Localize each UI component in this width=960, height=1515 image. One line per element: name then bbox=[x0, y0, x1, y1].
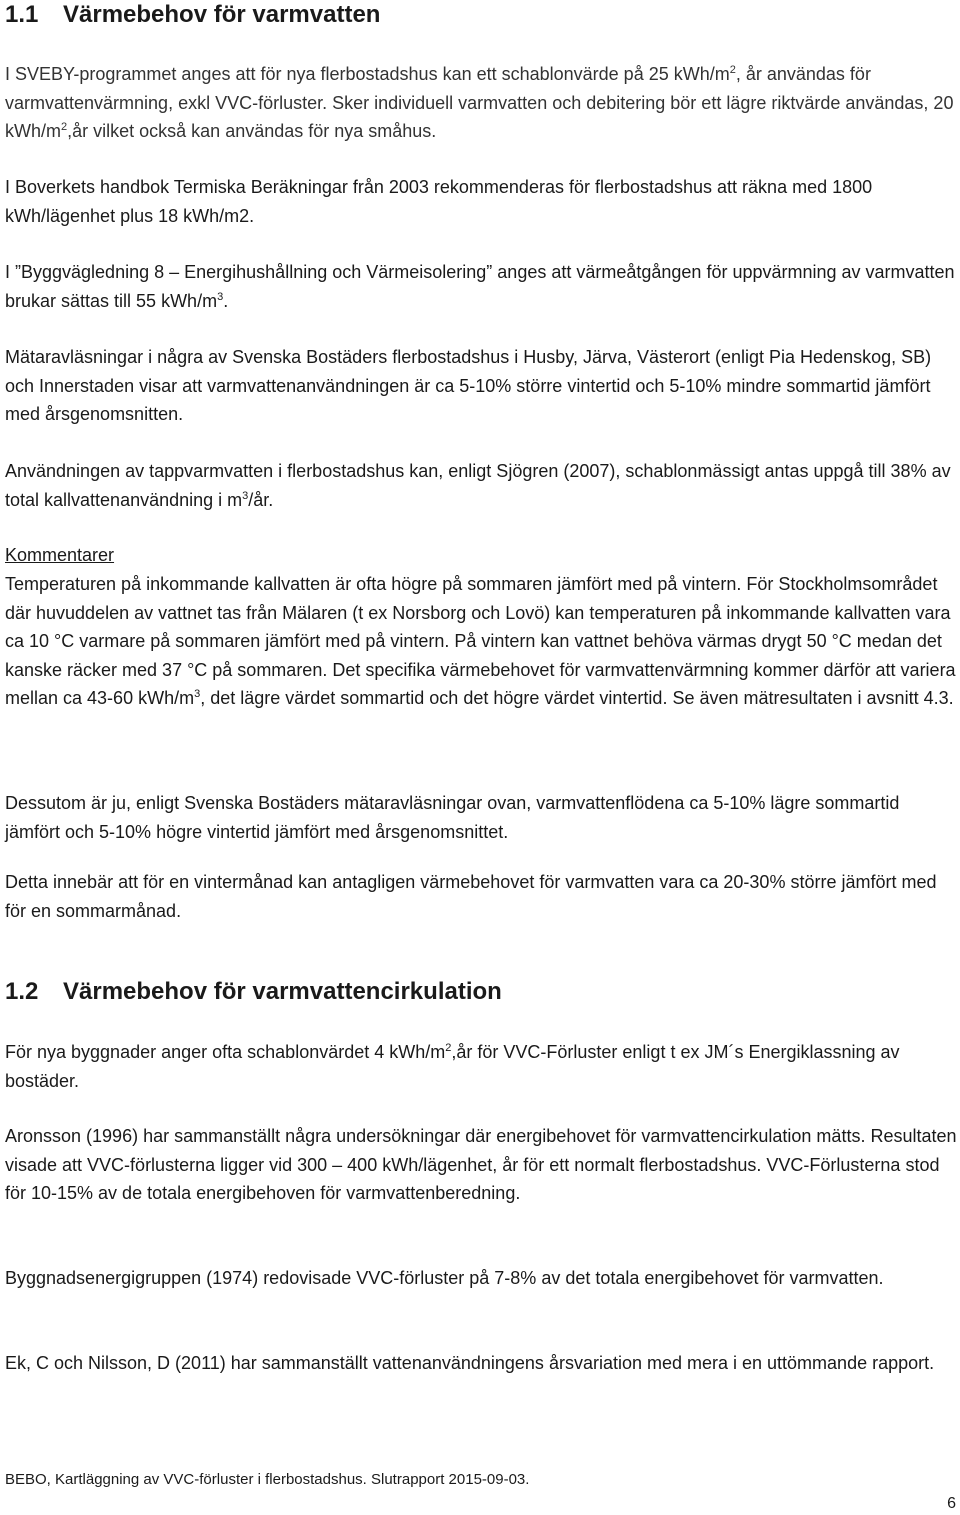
paragraph-sveby bbox=[5, 60, 957, 146]
text-run: ,år vilket också kan användas för nya småhus. bbox=[67, 121, 437, 141]
paragraph-byggvagledning bbox=[5, 258, 957, 315]
superscript: 3 bbox=[194, 688, 201, 700]
paragraph-vintermanad: Detta innebär att för en vintermånad kan antagligen värmebehovet för varmvatten vara ca 20-30% större jämfört med för en sommarmånad. bbox=[5, 872, 937, 921]
paragraph-ek-nilsson: Ek, C och Nilsson, D (2011) har sammanställt vattenanvändningens årsvariation med mera i en uttömmande rapport. bbox=[5, 1353, 935, 1373]
paragraph-tappvarmvatten bbox=[5, 457, 957, 514]
text-run: För nya byggnader anger ofta schablonvärdet 4 kWh/m bbox=[5, 1042, 446, 1062]
section-heading-1-1 bbox=[5, 0, 957, 30]
superscript: 2 bbox=[61, 121, 68, 133]
text-run: /år. bbox=[248, 489, 274, 510]
text-run: I SVEBY-programmet anges att för nya flerbostadshus kan ett schablonvärde på 25 kWh/m bbox=[5, 64, 730, 84]
text-run: Temperaturen på inkommande kallvatten är ofta högre på sommaren jämfört med på vintern. För Stockholmsområdet där huvuddelen av vattnet tas från Mälaren (t ex Norsborg och Lovö) kan temperaturen på inkommande kallvatten vara ca 10 °C varmare på sommaren jämfört med på vintern. På vintern kan vattnet behöva värmas drygt 50 °C medan det kanske räcker med 37 °C på sommaren. Det specifika värmebehovet för varmvattenvärmning kommer därför att variera mellan ca 43-60 kWh/m bbox=[5, 574, 956, 708]
text-run: , det lägre värdet sommartid och det högre värdet vintertid. Se även mätresultaten i avsnitt 4.3. bbox=[200, 688, 954, 708]
paragraph-mataravlasningar: Mätaravläsningar i några av Svenska Bostäders flerbostadshus i Husby, Järva, Västerort (enligt Pia Hedenskog, SB) och Innerstaden visar att varmvattenanvändningen är ca 5-10% större vintertid och 5-10% mindre sommartid jämfört med årsgenomsnitten. bbox=[5, 347, 932, 424]
paragraph-dessutom: Dessutom är ju, enligt Svenska Bostäders mätaravläsningar ovan, varmvattenflödena ca 5-10% lägre sommartid jämfört och 5-10% högre vintertid jämfört med årsgenomsnittet. bbox=[5, 793, 900, 842]
page-footer: BEBO, Kartläggning av VVC-förluster i flerbostadshus. Slutrapport 2015-09-03. bbox=[5, 1471, 530, 1488]
text-run: I ”Byggvägledning 8 – Energihushållning och Värmeisolering” anges att värmeåtgången för uppvärmning av varmvatten brukar sättas till 55 kWh/m bbox=[5, 262, 955, 311]
text-run: . bbox=[223, 290, 229, 311]
paragraph-temperatur bbox=[5, 570, 957, 713]
section-number: 1.1 bbox=[5, 1, 39, 28]
paragraph-byggnadsenergigruppen: Byggnadsenergigruppen (1974) redovisade VVC-förluster på 7-8% av det totala energibehovet för varmvatten. bbox=[5, 1268, 884, 1288]
paragraph-boverket: I Boverkets handbok Termiska Beräkningar från 2003 rekommenderas för flerbostadshus att räkna med 1800 kWh/lägenhet plus 18 kWh/m2. bbox=[5, 177, 873, 226]
paragraph-aronsson: Aronsson (1996) har sammanställt några undersökningar där energibehovet för varmvattencirkulation mätts. Resultaten visade att VVC-förlusterna ligger vid 300 – 400 kWh/lägenhet, år för ett normalt flerbostadshus. VVC-Förlusterna stod för 10-15% av de totala energibehoven för varmvattenberedning. bbox=[5, 1126, 957, 1203]
text-run: , år användas för varmvattenvärmning, exkl VVC-förluster. Sker individuell varmvatten och debitering bör ett lägre riktvärde användas, 20 kWh/m bbox=[5, 64, 954, 141]
section-title: Värmebehov för varmvatten bbox=[63, 1, 381, 28]
section-heading-1-2 bbox=[5, 977, 957, 1007]
page-number: 6 bbox=[947, 1495, 956, 1512]
superscript: 2 bbox=[445, 1042, 452, 1054]
section-number: 1.2 bbox=[5, 978, 39, 1005]
text-run: ,år för VVC-Förluster enligt t ex JM´s Energiklassning av bostäder. bbox=[5, 1042, 900, 1091]
section-title: Värmebehov för varmvattencirkulation bbox=[63, 978, 502, 1005]
text-run: Användningen av tappvarmvatten i flerbostadshus kan, enligt Sjögren (2007), schablonmässigt antas uppgå till 38% av total kallvattenanvändning i m bbox=[5, 461, 951, 510]
paragraph-schablonvarde bbox=[5, 1038, 957, 1095]
superscript: 2 bbox=[729, 64, 736, 76]
superscript: 3 bbox=[217, 290, 224, 303]
superscript: 3 bbox=[242, 489, 249, 502]
comments-heading: Kommentarer bbox=[5, 545, 115, 565]
